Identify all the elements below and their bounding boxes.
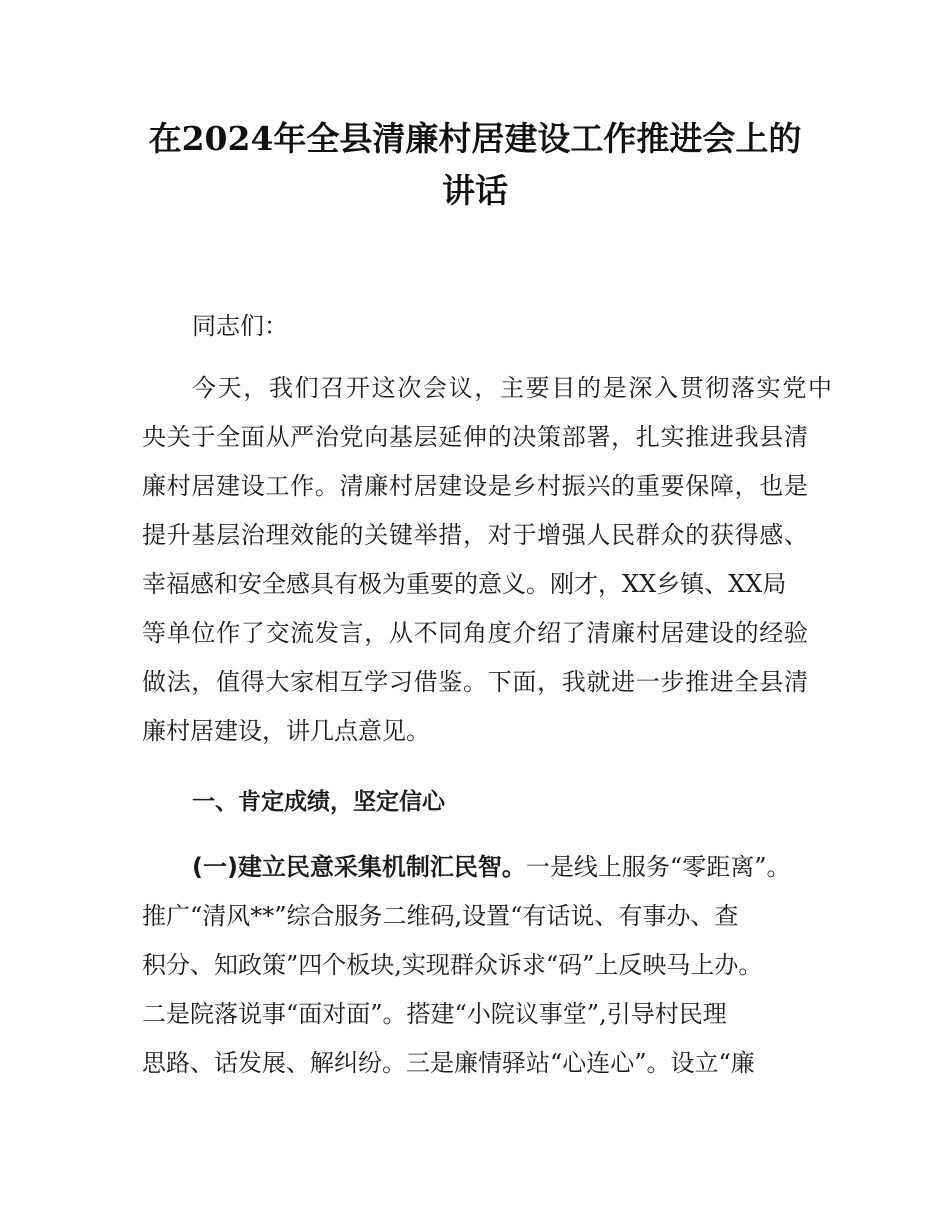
intro-line-1: 今天，我们召开这次会议，主要目的是深入贯彻落实党中 — [192, 374, 832, 402]
sub-1-first-line — [192, 851, 882, 883]
intro-line-6: 等单位作了交流发言，从不同角度介绍了清廉村居建设的经验 — [142, 619, 808, 647]
sub-1-heading: (一)建立民意采集机制汇民智。 — [192, 853, 526, 881]
sub-1-line-2: 推广“清风**”综合服务二维码,设置“有话说、有事办、查 — [142, 902, 739, 930]
intro-line-2: 央关于全面从严治党向基层延伸的决策部署，扎实推进我县清 — [142, 423, 808, 451]
section-1-heading: 一、肯定成绩，坚定信心 — [192, 789, 445, 815]
sub-1-line-5: 思路、话发展、解纠纷。三是廉情驿站“心连心”。设立“廉 — [142, 1049, 755, 1077]
intro-line-4: 提升基层治理效能的关键举措，对于增强人民群众的获得感、 — [142, 521, 808, 549]
intro-line-3: 廉村居建设工作。清廉村居建设是乡村振兴的重要保障，也是 — [142, 472, 808, 500]
intro-line-7: 做法，值得大家相互学习借鉴。下面，我就进一步推进全县清 — [142, 668, 808, 696]
sub-1-line-3: 积分、知政策”四个板块,实现群众诉求“码”上反映马上办。 — [142, 951, 763, 979]
intro-line-8: 廉村居建设，讲几点意见。 — [142, 717, 430, 745]
salutation: 同志们： — [192, 312, 288, 340]
document-title-line-1: 在2024年全县清廉村居建设工作推进会上的 — [148, 119, 802, 158]
sub-1-first-rest: 一是线上服务“零距离”。 — [525, 853, 791, 881]
document-title-line-2: 讲话 — [442, 171, 508, 210]
intro-line-5: 幸福感和安全感具有极为重要的意义。刚才，XX乡镇、XX局 — [142, 570, 787, 598]
sub-1-line-4: 二是院落说事“面对面”。搭建“小院议事堂”,引导村民理 — [142, 1000, 727, 1028]
